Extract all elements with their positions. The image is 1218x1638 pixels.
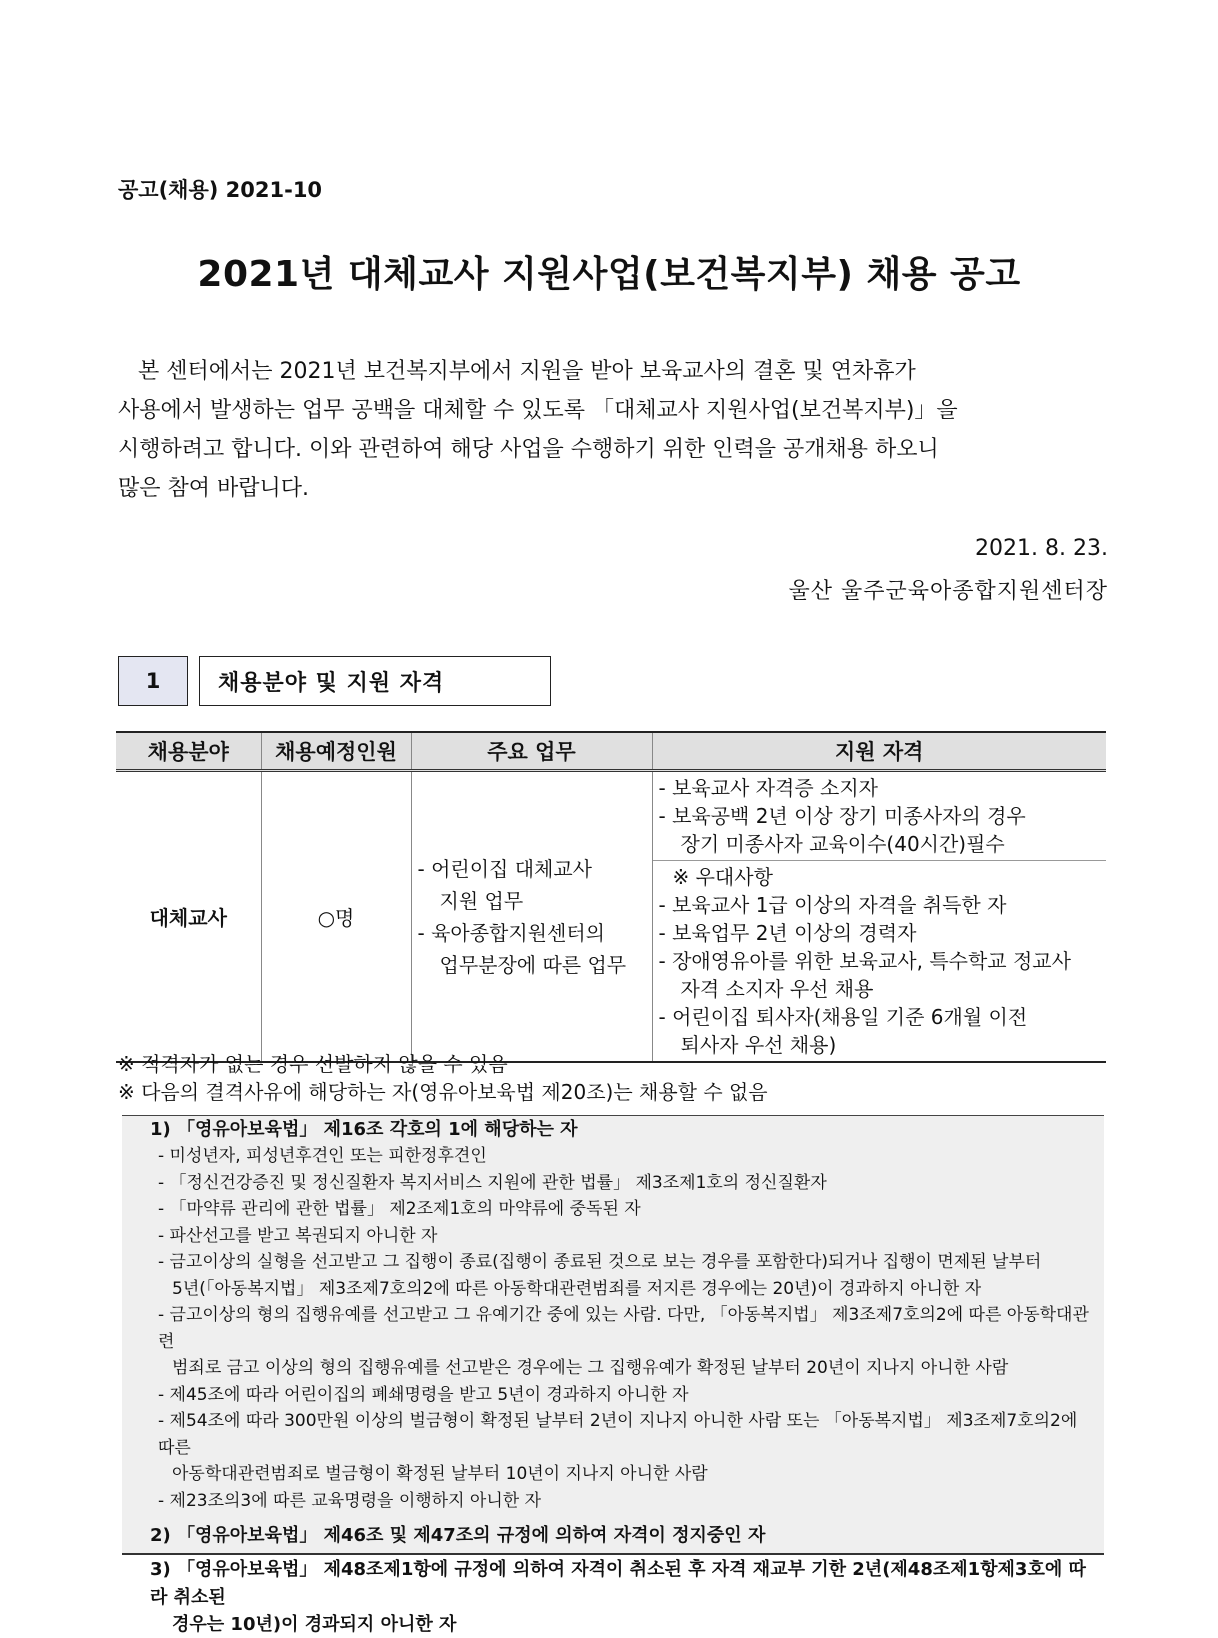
disq-heading-2: 2) 「영유아보육법」 제46조 및 제47조의 규정에 의하여 자격이 정지중인 자 (150, 1525, 766, 1546)
notice-number: 공고(채용) 2021-10 (118, 178, 323, 202)
disq-item: - 금고이상의 실형을 선고받고 그 집행이 종료(집행이 종료된 것으로 보는 경우를 포함한다)되거나 집행이 면제된 날부터 (158, 1252, 1042, 1272)
required-qualifications (653, 772, 1107, 861)
intro-line: 본 센터에서는 2021년 보건복지부에서 지원을 받아 보육교사의 결혼 및 연차휴가 (138, 359, 916, 384)
disq-item-cont: 범죄로 금고 이상의 형의 집행유예를 선고받은 경우에는 그 집행유예가 확정된 날부터 20년이 지나지 아니한 사람 (172, 1358, 1009, 1378)
disq-item: - 파산선고를 받고 복권되지 아니한 자 (158, 1225, 438, 1246)
duty-line: 업무분장에 따른 업무 (439, 952, 627, 977)
header-qualifications: 지원 자격 (652, 732, 1106, 771)
table-row (116, 771, 1106, 1063)
organization-name: 울산 울주군육아종합지원센터장 (788, 579, 1108, 604)
page-title: 2021년 대체교사 지원사업(보건복지부) 채용 공고 (197, 254, 1021, 295)
intro-line: 사용에서 발생하는 업무 공백을 대체할 수 있도록 「대체교사 지원사업(보건복지부)」을 (118, 398, 958, 423)
field-cell: 대체교사 (116, 771, 261, 1063)
intro-line: 시행하려고 합니다. 이와 관련하여 해당 사업을 수행하기 위한 인력을 공개채용 하오니 (118, 437, 939, 462)
note-line: ※ 적격자가 없는 경우 선발하지 않을 수 있음 (118, 1052, 508, 1076)
notice-date: 2021. 8. 23. (975, 536, 1108, 561)
intro-paragraph (118, 352, 1098, 508)
disq-item-cont: 아동학대관련범죄로 벌금형이 확정된 날부터 10년이 지나지 아니한 사람 (172, 1464, 708, 1484)
disq-item: - 미성년자, 피성년후견인 또는 피한정후견인 (158, 1146, 487, 1166)
qual-line: 퇴사자 우선 채용) (680, 1033, 837, 1057)
count-cell: ○명 (261, 771, 411, 1063)
disq-item: - 「마약류 관리에 관한 법률」 제2조제1호의 마약류에 중독된 자 (158, 1199, 641, 1219)
header-count: 채용예정인원 (261, 732, 411, 771)
duties-cell (411, 771, 652, 1063)
disq-heading-3: 3) 「영유아보육법」 제48조제1항에 규정에 의하여 자격이 취소된 후 자격 재교부 기한 2년(제48조제1항제3호에 따라 취소된 (150, 1559, 1086, 1608)
disq-item: - 제23조의3에 따른 교육명령을 이행하지 아니한 자 (158, 1490, 542, 1511)
table-header-row (116, 732, 1106, 771)
note-line: ※ 다음의 결격사유에 해당하는 자(영유아보육법 제20조)는 채용할 수 없음 (118, 1080, 768, 1104)
recruitment-table (116, 731, 1106, 1063)
intro-line: 많은 참여 바랍니다. (118, 476, 309, 501)
qual-line: - 장애영유아를 위한 보육교사, 특수학교 정교사 (658, 949, 1071, 973)
header-duties: 주요 업무 (411, 732, 652, 771)
section-number: 1 (118, 656, 188, 706)
section-title: 채용분야 및 지원 자격 (199, 656, 551, 706)
duty-line: - 육아종합지원센터의 (417, 920, 605, 945)
duty-line: - 어린이집 대체교사 (417, 856, 592, 881)
qualifications-cell (652, 771, 1106, 1063)
disq-heading-3-cont: 경우는 10년)이 경과되지 아니한 자 (172, 1614, 457, 1635)
disq-heading-1: 1) 「영유아보육법」 제16조 각호의 1에 해당하는 자 (150, 1119, 578, 1140)
disq-item: - 「정신건강증진 및 정신질환자 복지서비스 지원에 관한 법률」 제3조제1호의 정신질환자 (158, 1172, 827, 1193)
disq-item-cont: 5년(「아동복지법」 제3조제7호의2에 따른 아동학대관련범죄를 저지른 경우에는 20년)이 경과하지 아니한 자 (172, 1278, 982, 1299)
disq-item: - 제54조에 따라 300만원 이상의 벌금형이 확정된 날부터 2년이 지나지 아니한 사람 또는 「아동복지법」 제3조제7호의2에 따른 (158, 1411, 1078, 1458)
qual-line: 장기 미종사자 교육이수(40시간)필수 (680, 832, 1005, 856)
qual-line: - 보육업무 2년 이상의 경력자 (658, 921, 917, 945)
qual-line: - 어린이집 퇴사자(채용일 기준 6개월 이전 (658, 1005, 1028, 1029)
qual-line: - 보육공백 2년 이상 장기 미종사자의 경우 (658, 804, 1026, 828)
disqualifications-box (122, 1115, 1104, 1635)
disq-item: - 금고이상의 형의 집행유예를 선고받고 그 유예기간 중에 있는 사람. 다만, 「아동복지법」 제3조제7호의2에 따른 아동학대관련 (158, 1305, 1089, 1352)
duty-line: 지원 업무 (439, 888, 524, 913)
preferred-qualifications (653, 861, 1107, 1061)
qual-line: ※ 우대사항 (672, 865, 773, 889)
qual-line: - 보육교사 1급 이상의 자격을 취득한 자 (658, 893, 1007, 917)
qual-line: 자격 소지자 우선 채용 (680, 977, 874, 1001)
qual-line: - 보육교사 자격증 소지자 (658, 776, 878, 800)
header-field: 채용분야 (116, 732, 261, 771)
notes (118, 1050, 768, 1106)
disq-item: - 제45조에 따라 어린이집의 폐쇄명령을 받고 5년이 경과하지 아니한 자 (158, 1384, 689, 1405)
